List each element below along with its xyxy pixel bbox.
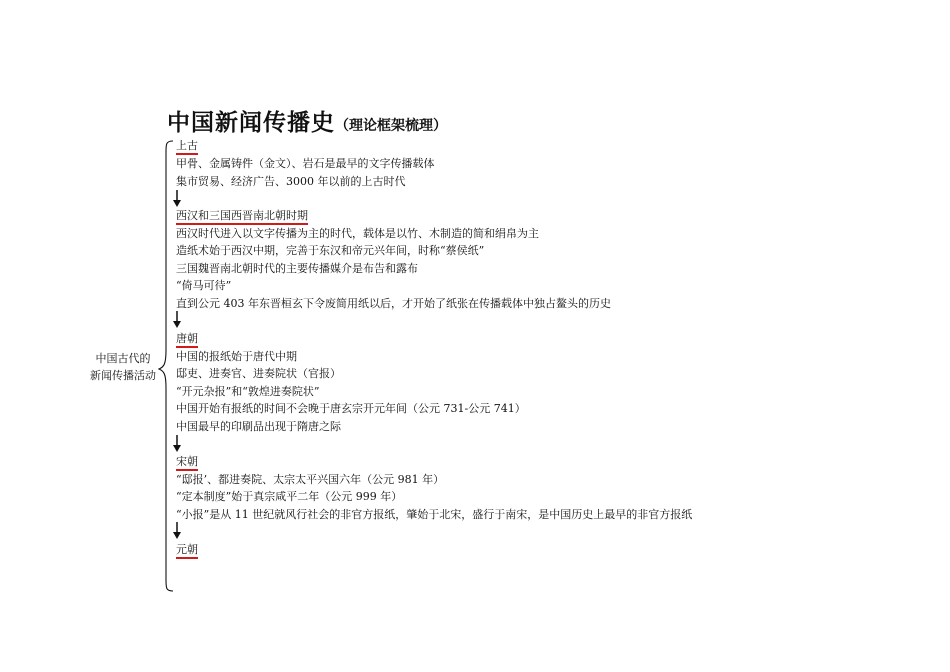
section-line: 造纸术始于西汉中期，完善于东汉和帝元兴年间，时称“蔡侯纸” <box>176 244 485 257</box>
page-title <box>167 104 447 137</box>
section-heading: 元朝 <box>176 543 198 559</box>
section-line: 直到公元 403 年东晋桓玄下令废简用纸以后，才开始了纸张在传播载体中独占鳌头的历史 <box>176 297 611 310</box>
section-line: 中国的报纸始于唐代中期 <box>176 350 297 363</box>
section-line: 甲骨、金属铸件（金文）、岩石是最早的文字传播载体 <box>176 157 435 170</box>
section-heading: 唐朝 <box>176 332 198 348</box>
section-line: “定本制度”始于真宗咸平二年（公元 999 年） <box>176 490 403 503</box>
down-arrow-icon <box>172 311 182 329</box>
section-line: 三国魏晋南北朝时代的主要传播媒介是布告和露布 <box>176 262 418 275</box>
side-label-line: 中国古代的 <box>95 352 151 365</box>
section-heading: 西汉和三国西晋南北朝时期 <box>176 209 308 225</box>
section-line: 邸吏、进奏官、进奏院状（官报） <box>176 367 341 380</box>
side-label-line: 新闻传播活动 <box>90 369 156 382</box>
section-line: “小报”是从 11 世纪就风行社会的非官方报纸，肇始于北宋，盛行于南宋，是中国历史上最早的非官方报纸 <box>176 508 693 521</box>
section-line: “邸报’、都进奏院、太宗太平兴国六年（公元 981 年） <box>176 473 445 486</box>
section-line: 中国最早的印刷品出现于隋唐之际 <box>176 420 341 433</box>
section-heading: 宋朝 <box>176 455 198 471</box>
section-line: “倚马可待” <box>176 279 232 292</box>
title-subtitle: （理论框架梳理） <box>335 118 447 134</box>
section-line: 中国开始有报纸的时间不会晚于唐玄宗开元年间（公元 731-公元 741） <box>176 402 526 415</box>
down-arrow-icon <box>172 190 182 208</box>
down-arrow-icon <box>172 435 182 453</box>
section-line: “开元杂报”和“敦煌进奏院状” <box>176 385 320 398</box>
section-heading: 上古 <box>176 139 198 155</box>
section-line: 西汉时代进入以文字传播为主的时代，载体是以竹、木制造的简和绢帛为主 <box>176 227 539 240</box>
side-label <box>82 350 164 384</box>
title-main: 中国新闻传播史 <box>167 109 335 136</box>
section-line: 集市贸易、经济广告、3000 年以前的上古时代 <box>176 175 406 188</box>
down-arrow-icon <box>172 522 182 540</box>
